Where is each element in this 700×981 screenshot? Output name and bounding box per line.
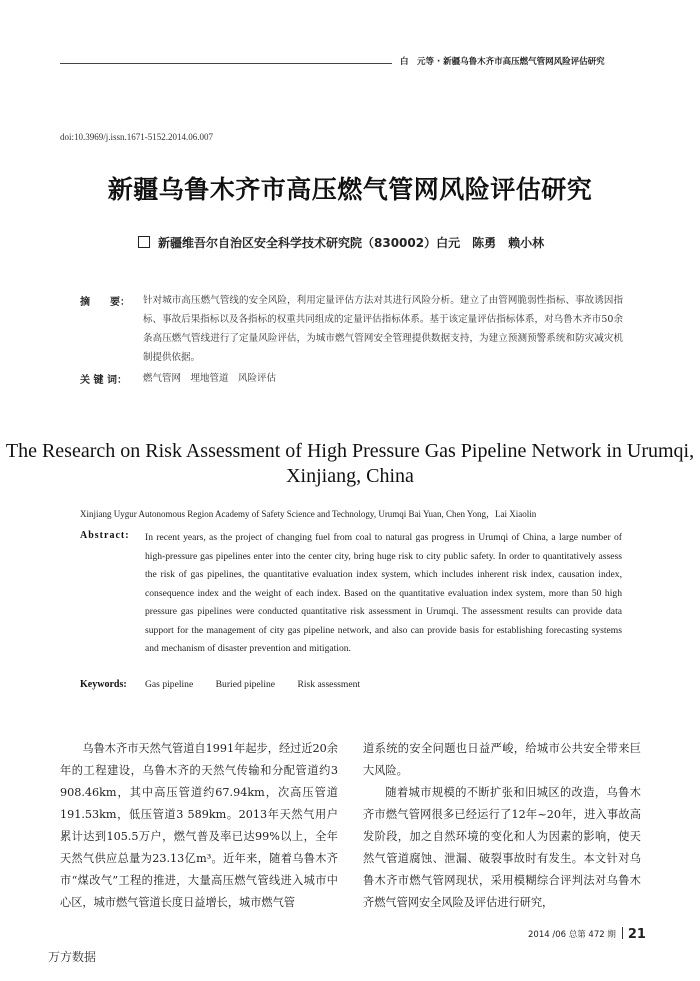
header-rule [60,63,392,64]
authors-cn [138,234,544,251]
authors-cn-text: 新疆维吾尔自治区安全科学技术研究院（830002）白元 陈勇 赖小林 [158,236,545,250]
keywords-cn: 燃气管网 埋地管道 风险评估 [143,373,277,384]
keywords-en [145,679,380,690]
page-title-cn: 新疆乌鲁木齐市高压燃气管网风险评估研究 [107,175,593,204]
abstract-cn: 针对城市高压燃气管线的安全风险，利用定量评估方法对其进行风险分析。建立了由管网脆弱性指标、事故诱因指标、事故后果指标以及各指标的权重共同组成的定量评估指标体系。基于该定量评估指标体系，对乌鲁木齐市50余条高压燃气管线进行了定量风险评估，为城市燃气管网安全管理提供数据支持，为建立预测预警系统和防灾减灾机制提供依据。 [143,295,623,363]
keyword: Risk assessment [297,679,361,690]
body-paragraph: 随着城市规模的不断扩张和旧城区的改造，乌鲁木齐市燃气管网很多已经运行了12年~20年，进入事故高发阶段，加之自然环境的变化和人为因素的影响，使天然气管道腐蚀、泄漏、破裂事故时有发生。本文针对乌鲁木齐市燃气管网现状，采用模糊综合评判法对乌鲁木齐燃气管网安全风险及评估进行研究， [363,786,641,909]
authors-en: Xinjiang Uygur Autonomous Region Academy of Safety Science and Technology, Urumqi Bai Yuan, Chen Yong，Lai Xiaolin [80,509,537,519]
page-title-en: The Research on Risk Assessment of High Pressure Gas Pipeline Network in Urumqi, Xinjiang, China [5,440,695,487]
footer-divider [622,927,623,939]
running-header: 白 元等 · 新疆乌鲁木齐市高压燃气管网风险评估研究 [400,57,605,67]
abstract-label-cn: 摘 要： [80,297,130,308]
doi[interactable]: doi:10.3969/j.issn.1671-5152.2014.06.007 [60,132,214,142]
keyword: Gas pipeline [145,679,194,690]
keywords-label-cn: 关 键 词： [80,375,127,386]
body-column-left [60,738,338,914]
watermark: 万方数据 [48,950,97,964]
keywords-label-en: Keywords: [80,679,127,690]
keyword: Buried pipeline [215,679,276,690]
page-number: 21 [627,927,646,942]
issue-info: 2014 /06 总第 472 期 [528,930,616,940]
abstract-label-en: Abstract: [80,530,130,541]
body-paragraph: 道系统的安全问题也日益严峻，给城市公共安全带来巨大风险。 [363,742,641,777]
square-bullet-icon [138,236,150,248]
body-column-right [363,738,641,914]
abstract-en: In recent years, as the project of changing fuel from coal to natural gas progress in Urumqi of China, a large number of high-pressure gas pipelines enter into the center city, bring huge risk to city public safety. In order to quantitatively assess the risk of gas pipelines, the quantitative evaluation index system, which includes inherent risk index, causation index, consequence index and the weight of each index. Based on the quantitative evaluation index system, more than 50 high pressure gas pipelines were conducted quantitative risk assessment in Urumqi. The assessment results can provide data support for the management of city gas pipeline network, and also can provide basis for establishing forecasting systems and mechanism of disaster prevention and mitigation. [145,532,622,654]
page-footer [528,927,646,942]
body-paragraph: 乌鲁木齐市天然气管道自1991年起步，经过近20余年的工程建设，乌鲁木齐的天然气传输和分配管道约3 908.46km，其中高压管道约67.94km，次高压管道191.53km，低压管道3 589km。2013年天然气用户累计达到105.5万户，燃气普及率已达99%以上，全年天然气供应总量为23.13亿m³。近年来，随着乌鲁木齐市“煤改气”工程的推进，大量高压燃气管线进入城市中心区，城市燃气管道长度日益增长，城市燃气管 [60,742,338,909]
